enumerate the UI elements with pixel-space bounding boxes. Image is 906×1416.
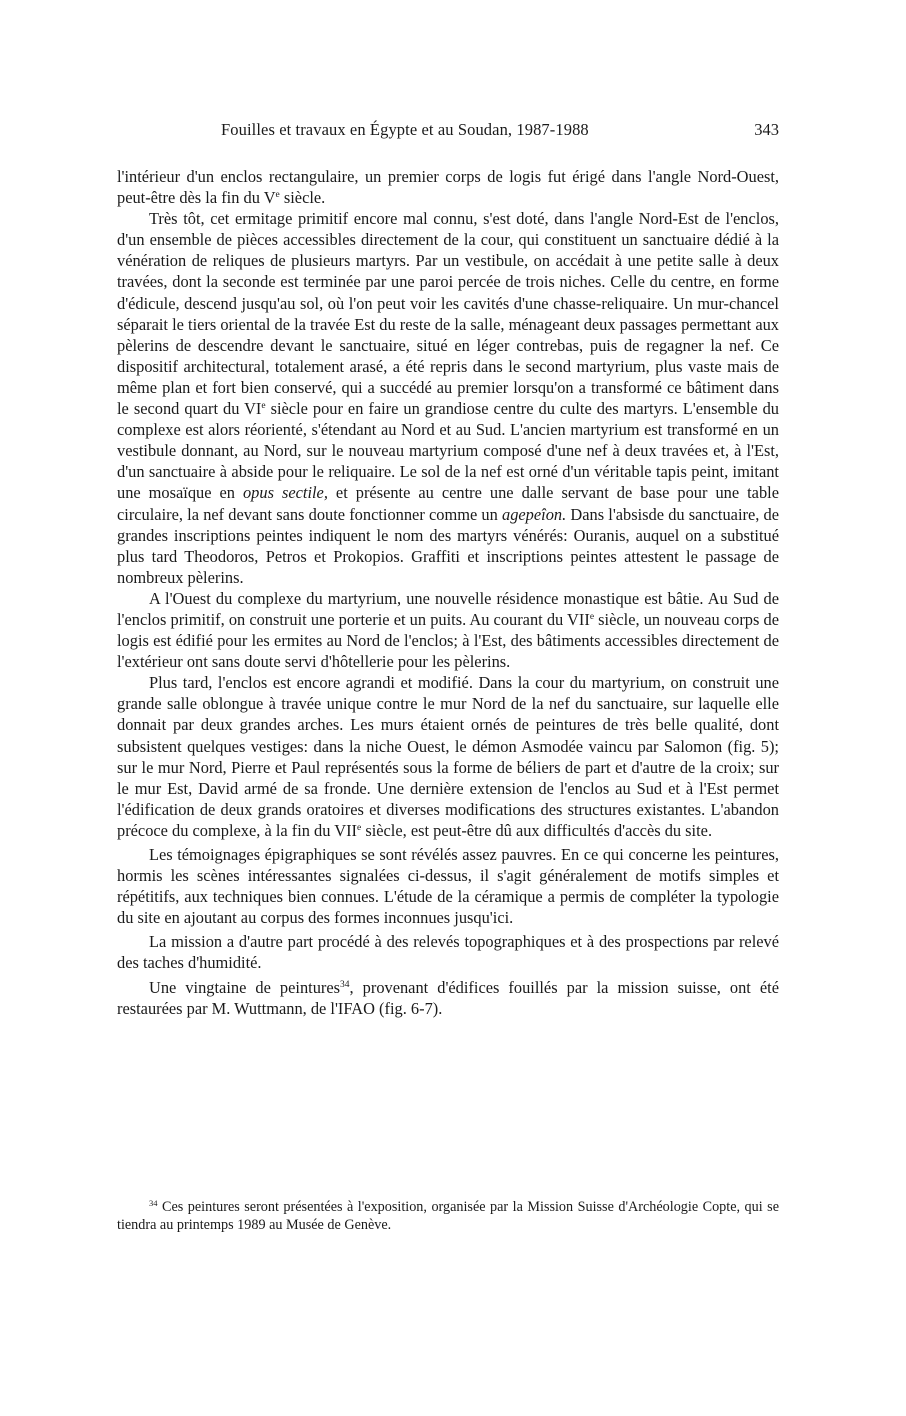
superscript: e [357,822,362,833]
paragraph-4 [117,672,779,841]
body-text [117,166,779,1019]
running-head [117,119,779,141]
footnote-marker: 34 [149,1198,158,1208]
paragraph-4-text-a: Plus tard, l'enclos est encore agrandi et modifié. Dans la cour du martyrium, on construit une grande salle oblongue à travée unique contre le mur Nord de la nef du sanctuaire, sur laquelle elle donnait par deux grandes arches. Les murs étaient ornés de peintures de très belle qualité, dont subsistent quelques vestiges: dans la niche Ouest, le démon Asmodée vaincu par Salomon (fig. 5); sur le mur Nord, Pierre et Paul représentés sous la forme de béliers de part et d'autre de la croix; sur le mur Est, David armé de sa fronde. Une dernière extension de l'enclos au Sud et à l'Est permet l'édification de deux grands oratoires et diverses modifications des structures existantes. L'abandon précoce du complexe, à la fin du VII [117,673,779,840]
paragraph-1-text-end: siècle. [279,188,326,208]
paragraph-1 [117,166,779,208]
footnote-text: Ces peintures seront présentées à l'exposition, organisée par la Mission Suisse d'Archéologie Copte, qui se tiendra au printemps 1989 au Musée de Genève. [117,1199,779,1233]
paragraph-5 [117,844,779,928]
superscript: e [261,401,266,412]
paragraph-2-text-b: siècle pour en faire un grandiose centre du culte des martyrs. L'ensemble du complexe est alors réorienté, s'étendant au Nord et au Sud. L'ancien martyrium est transformé en un vestibule donnant, au Nord, sur le nouveau martyrium composé d'une nef à deux travées et, à l'Est, d'un sanctuaire à abside pour le reliquaire. Le sol de la nef est orné d'un véritable tapis peint, imitant une mosaïque en [117,399,779,503]
paragraph-2 [117,208,779,588]
paragraph-2-text-a: Très tôt, cet ermitage primitif encore mal connu, s'est doté, dans l'angle Nord-Est de l'enclos, d'un ensemble de pièces accessibles directement de la cour, qui constituent un sanctuaire dédié à la vénération de reliques de plusieurs martyrs. Par un vestibule, on accédait à une petite salle à deux travées, dont la seconde est terminée par une paroi percée de trois niches. Celle du centre, en forme d'édicule, descend jusqu'au sol, où l'on peut voir les cavités d'une chasse-reliquaire. Un mur-chancel séparait le tiers oriental de la travée Est du reste de la salle, ménageant deux passages permettant aux pèlerins de descendre devant le sanctuaire, situé en léger contrebas, puis de regagner la nef. Ce dispositif architectural, totalement arasé, a été repris dans le second martyrium, plus vaste mais de même plan et fort bien conservé, qui a succédé au premier lorsqu'on a transformé ce bâtiment dans le second quart du VI [117,209,779,419]
paragraph-3-text-b: siècle, un nouveau corps de logis est édifié pour les ermites au Nord de l'enclos; à l'Est, des bâtiments accessibles directement de l'extérieur ont sans doute servi d'hôtellerie pour les pèlerins. [117,609,779,672]
paragraph-7 [117,977,779,1019]
paragraph-7-text-a: Une vingtaine de peintures [149,977,341,997]
paragraph-4-text-b: siècle, est peut-être dû aux difficultés d'accès du site. [361,820,713,840]
italic-term-agepeion: agepeîon. [502,504,567,524]
paragraph-5-text: Les témoignages épigraphiques se sont révélés assez pauvres. En ce qui concerne les peintures, hormis les scènes intéressantes signalées ci-dessus, il s'agit généralement de motifs simples et répétitifs, aux techniques bien connues. L'étude de la céramique a permis de compléter la typologie du site en ajoutant au corpus des formes inconnues jusqu'ici. [117,845,779,928]
running-title: Fouilles et travaux en Égypte et au Soudan, 1987-1988 [221,120,589,139]
page-number: 343 [754,120,779,139]
paragraph-6-text: La mission a d'autre part procédé à des relevés topographiques et à des prospections par relevé des taches d'humidité. [117,932,779,973]
paragraph-2-text-c: et présente au centre une dalle servant de base pour une table circulaire, la nef devant sans doute fonctionner comme un [117,483,779,524]
paragraph-3 [117,588,779,672]
footnote-34 [117,1198,779,1234]
paragraph-6 [117,931,779,973]
superscript: e [275,190,280,201]
footnote [117,1198,779,1234]
paragraph-2-text-d: Dans l'absisde du sanctuaire, de grandes inscriptions peintes indiquent le nom des martyrs vénérés: Ouranis, auquel on a substitué plus tard Theodoros, Petros et Prokopios. Graffiti et inscriptions peintes attestent le passage de nombreux pèlerins. [117,504,779,587]
italic-term-opus-sectile: opus sectile, [242,483,328,503]
superscript: e [589,611,595,622]
paragraph-1-text: l'intérieur d'un enclos rectangulaire, un premier corps de logis fut érigé dans l'angle Nord-Ouest, peut-être dès la fin du V [117,167,779,208]
paragraph-3-text-a: A l'Ouest du complexe du martyrium, une nouvelle résidence monastique est bâtie. Au Sud de l'enclos primitif, on construit une porterie et un puits. Au courant du VII [117,588,779,629]
paragraph-7-text-b: , provenant d'édifices fouillés par la mission suisse, ont été restaurées par M. Wuttmann, de l'IFAO (fig. 6-7). [117,977,779,1018]
footnote-reference[interactable]: 34 [340,979,350,990]
